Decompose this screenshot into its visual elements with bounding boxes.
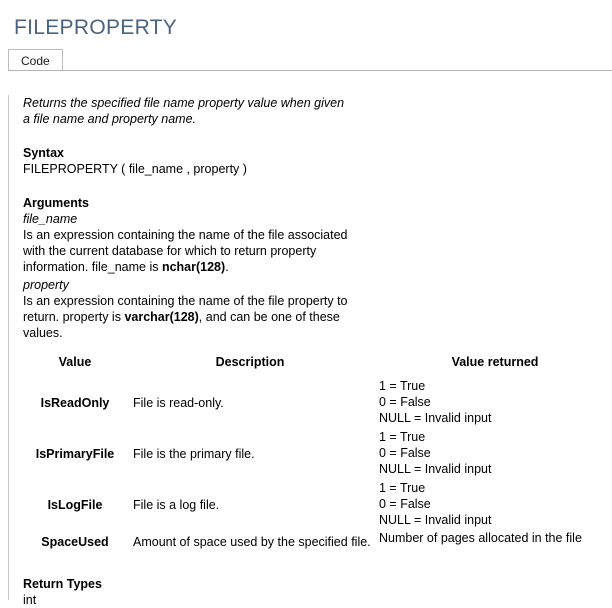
return-types-body: int [23,593,37,607]
argument-description-suffix: . [225,260,229,274]
cell-value: SpaceUsed [41,535,109,549]
cell-value-returned [373,428,612,479]
returned-line: 0 = False [379,446,431,460]
tab-strip-divider [8,70,612,71]
column-header-value: Value [58,355,92,369]
table-row [23,479,612,530]
returned-line: 1 = True [379,379,426,393]
argument-description [23,227,363,275]
column-header-value-returned: Value returned [451,355,539,369]
arguments-heading: Arguments [23,196,89,210]
returned-line: 0 = False [379,395,431,409]
cell-description: Amount of space used by the specified file. [133,535,371,549]
argument-description-prefix: Is an expression containing the name of the file associated with the current database for which to return property information. file_name is [23,228,348,274]
return-types-section [23,576,612,608]
cell-description: File is read-only. [133,395,224,410]
argument-type: varchar(128) [124,310,199,324]
page-title: FILEPROPERTY [14,16,178,39]
cell-description: File is a log file. [133,497,220,512]
returned-line: 1 = True [379,481,426,495]
intro-paragraph: Returns the specified file name property value when given a file name and property name. [23,96,345,126]
cell-value: IsLogFile [47,497,103,512]
cell-value-returned [373,479,612,530]
table-row [23,377,612,428]
tab-strip [0,49,612,73]
cell-value-returned [373,530,612,554]
argument-description-suffix: , and can be one of these values. [23,310,340,340]
table-row [23,530,612,554]
argument-name: file_name [23,212,78,226]
property-values-table [23,355,612,554]
argument-name: property [23,278,69,292]
argument-description-prefix: Is an expression containing the name of the file property to return. property is [23,294,348,324]
content-panel [8,95,612,607]
syntax-signature: FILEPROPERTY ( file_name , property ) [23,162,247,176]
syntax-heading: Syntax [23,146,64,160]
table-row [23,428,612,479]
tab-code[interactable]: Code [8,49,63,70]
returned-line: NULL = Invalid input [379,462,492,476]
cell-value: IsReadOnly [40,395,110,410]
argument-type: nchar(128) [161,260,226,274]
returned-line: 1 = True [379,430,426,444]
argument-description [23,293,363,341]
column-header-description: Description [215,355,285,369]
returned-line: Number of pages allocated in the file [379,531,582,545]
cell-value: IsPrimaryFile [35,446,115,461]
returned-line: NULL = Invalid input [379,411,492,425]
cell-description: File is the primary file. [133,446,255,461]
argument-file-name [23,211,612,275]
argument-property [23,277,612,341]
cell-value-returned [373,377,612,428]
returned-line: 0 = False [379,497,431,511]
return-types-heading: Return Types [23,577,102,591]
table-header-row [23,355,612,377]
returned-line: NULL = Invalid input [379,513,492,527]
